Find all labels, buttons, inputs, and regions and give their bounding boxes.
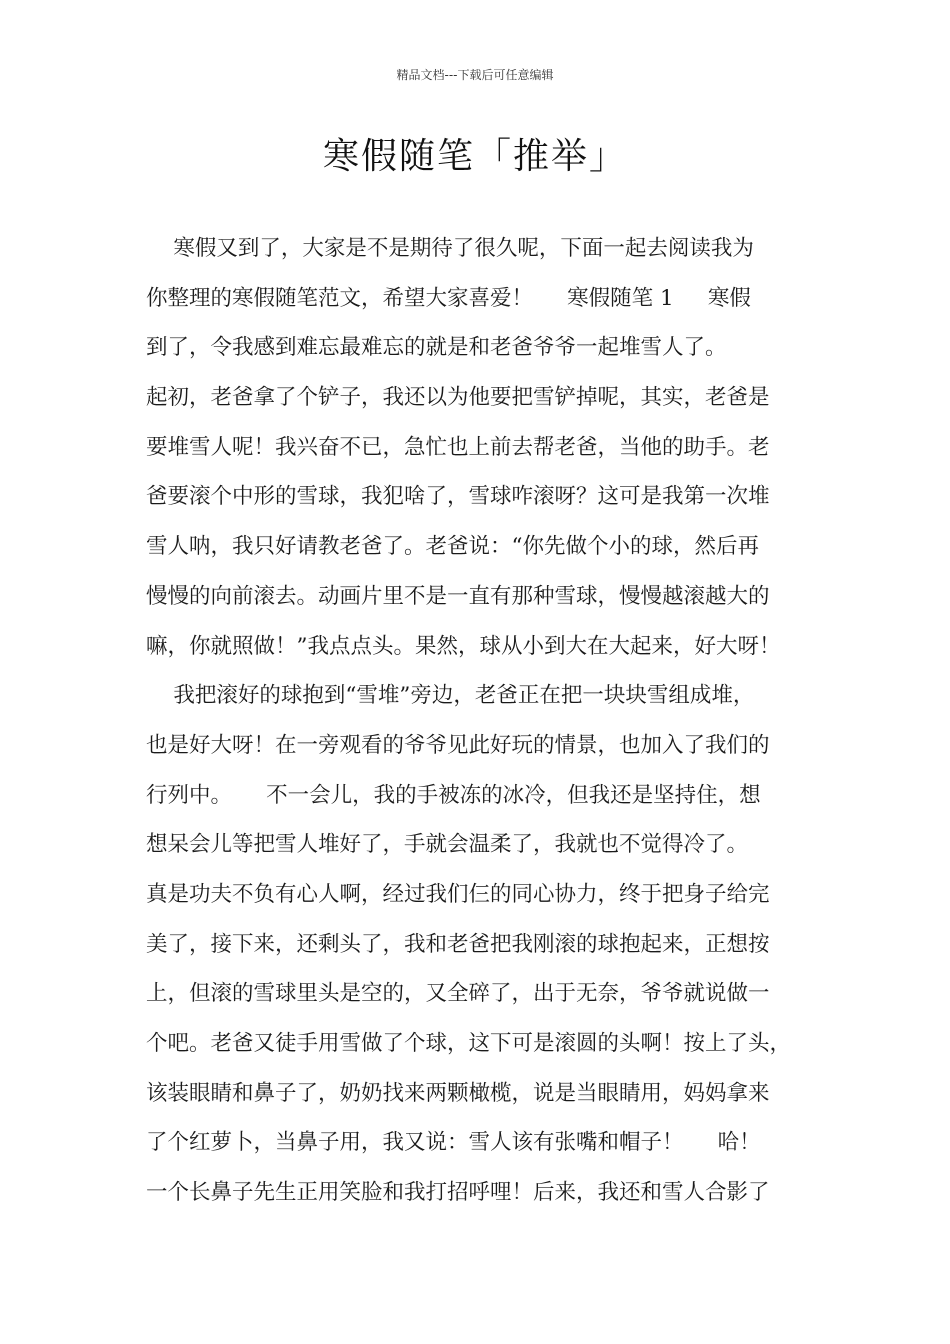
- body-line: 寒假又到了，大家是不是期待了很久呢，下面一起去阅读我为: [146, 236, 754, 261]
- body-line: 到了，令我感到难忘最难忘的就是和老爸爷爷一起堆雪人了。: [146, 335, 727, 361]
- body-line: 起初，老爸拿了个铲子，我还以为他要把雪铲掉呢，其实，老爸是: [146, 385, 770, 411]
- body-line: 也是好大呀！在一旁观看的爷爷见此好玩的情景，也加入了我们的: [146, 732, 770, 758]
- body-line: 雪人呐，我只好请教老爸了。老爸说：“你先做个小的球，然后再: [146, 534, 759, 560]
- body-line: 该装眼睛和鼻子了，奶奶找来两颗橄榄，说是当眼睛用，妈妈拿来: [146, 1080, 770, 1106]
- body-line: 一个长鼻子先生正用笑脸和我打招呼哩！后来，我还和雪人合影了: [146, 1180, 770, 1206]
- body-line: 要堆雪人呢！我兴奋不已，急忙也上前去帮老爸，当他的助手。老: [146, 434, 770, 460]
- body-line: 了个红萝卜，当鼻子用，我又说：雪人该有张嘴和帽子！ 哈！: [146, 1130, 761, 1156]
- body-line: 爸要滚个中形的雪球，我犯啥了，雪球咋滚呀？这可是我第一次堆: [146, 484, 770, 510]
- body-line: 想呆会儿等把雪人堆好了，手就会温柔了，我就也不觉得冷了。: [146, 832, 749, 858]
- body-line: 上，但滚的雪球里头是空的，又全碎了，出于无奈，爷爷就说做一: [146, 981, 770, 1007]
- body-line: 行列中。 不一会儿，我的手被冻的冰冷，但我还是坚持住，想: [146, 782, 761, 808]
- document-title: 寒假随笔「推举」: [322, 136, 627, 177]
- body-line: 真是功夫不负有心人啊，经过我们仨的同心协力，终于把身子给完: [146, 881, 770, 907]
- body-line: 美了，接下来，还剩头了，我和老爸把我刚滚的球抱起来，正想按: [146, 931, 770, 957]
- body-line: 慢慢的向前滚去。动画片里不是一直有那种雪球，慢慢越滚越大的: [146, 583, 770, 609]
- document-body: [146, 231, 836, 1225]
- body-line: 我把滚好的球抱到“雪堆”旁边，老爸正在把一块块雪组成堆，: [146, 683, 755, 709]
- document-header-note: 精品文档---下载后可任意编辑: [396, 68, 554, 82]
- body-line: 你整理的寒假随笔范文，希望大家喜爱！ 寒假随笔 1 寒假: [146, 285, 751, 311]
- body-line: 个吧。老爸又徒手用雪做了个球，这下可是滚圆的头啊！按上了头，: [146, 1031, 792, 1056]
- body-line: 嘛，你就照做！”我点点头。果然，球从小到大在大起来，好大呀！: [146, 633, 781, 659]
